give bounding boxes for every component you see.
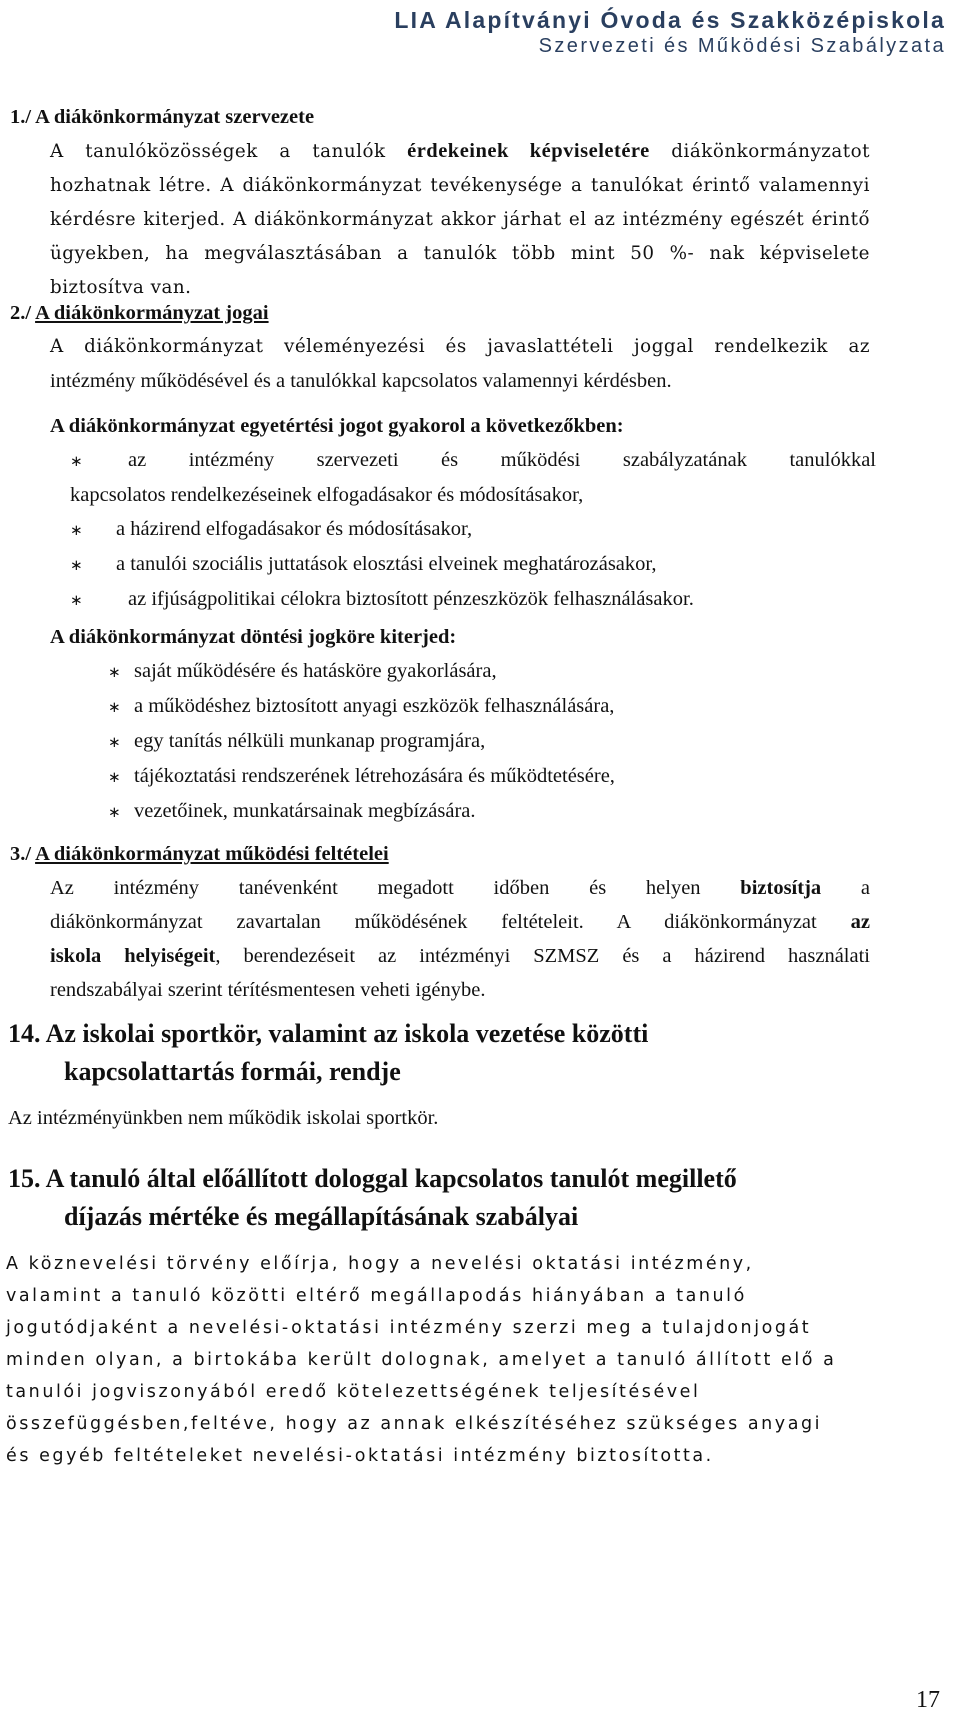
section-15-heading <box>8 1160 928 1236</box>
section-14-heading-line-1: 14. Az iskolai sportkör, valamint az iskola vezetése közötti <box>8 1019 649 1048</box>
header-title: LIA Alapítványi Óvoda és Szakközépiskola <box>394 7 946 33</box>
header-subtitle: Szervezeti és Működési Szabályzata <box>538 35 946 57</box>
bullet-icon: ∗ <box>70 591 83 609</box>
section-3-number: 3./ <box>10 843 36 865</box>
section-15-line: és egyéb feltételeket nevelési-oktatási intézmény biztosította. <box>6 1446 714 1466</box>
section-1-body <box>50 134 870 305</box>
decide-item: ∗ tájékoztatási rendszerének létrehozására és működtetésére, <box>108 759 880 794</box>
section-15-heading-line-2: díjazás mértéke és megállapításának szabályai <box>64 1202 579 1231</box>
bullet-icon: ∗ <box>70 452 83 470</box>
section-14-heading <box>8 1015 908 1091</box>
section-2-line: A diákönkormányzat véleményezési és javaslattételi joggal rendelkezik az <box>50 336 870 357</box>
section-1-heading: 1./ A diákönkormányzat szervezete <box>10 106 315 128</box>
section-3-line: Az intézmény tanévenként megadott időben és helyen biztosítja a <box>50 877 870 899</box>
section-1-line: A tanulóközösségek a tanulók érdekeinek képviseletére diákönkormányzatot <box>50 140 871 162</box>
decide-item: ∗ saját működésére és hatásköre gyakorlására, <box>108 654 880 689</box>
decide-item: ∗ a működéshez biztosított anyagi eszközök felhasználására, <box>108 689 880 724</box>
agree-item: ∗ a házirend elfogadásakor és módosításakor, <box>70 512 880 547</box>
section-3-heading: A diákönkormányzat működési feltételei <box>35 843 389 865</box>
bullet-icon: ∗ <box>108 768 121 786</box>
agree-item: ∗ az intézmény szervezeti és működési szabályzatának tanulókkal kapcsolatos rendelkezéseinek elfogadásakor és módosításakor, <box>70 443 880 512</box>
decide-item: ∗ vezetőinek, munkatársainak megbízására. <box>108 794 880 829</box>
bullet-icon: ∗ <box>108 733 121 751</box>
bullet-icon: ∗ <box>70 521 83 539</box>
section-15-line: valamint a tanuló közötti eltérő megállapodás hiányában a tanuló <box>6 1286 747 1306</box>
section-1-line: ügyekben, ha megválasztásában a tanulók több mint 50 %- nak képviselete <box>50 243 870 264</box>
section-1 <box>10 100 876 134</box>
page-header <box>394 6 946 58</box>
section-15-line: összefüggésben,feltéve, hogy az annak elkészítéséhez szükséges anyagi <box>6 1414 823 1434</box>
decide-list <box>108 654 880 829</box>
decide-item: ∗ egy tanítás nélküli munkanap programjára, <box>108 724 880 759</box>
section-15-body <box>6 1248 906 1472</box>
bullet-icon: ∗ <box>108 803 121 821</box>
decide-block <box>50 620 880 829</box>
agree-item: ∗ az ifjúságpolitikai célokra biztosított pénzeszközök felhasználásakor. <box>70 582 880 617</box>
section-3-body <box>50 871 870 1007</box>
decide-heading: A diákönkormányzat döntési jogköre kiterjed: <box>50 626 457 648</box>
agree-item: ∗ a tanulói szociális juttatások elosztási elveinek meghatározásakor, <box>70 547 880 582</box>
section-15-line: A köznevelési törvény előírja, hogy a nevelési oktatási intézmény, <box>6 1254 754 1274</box>
section-3-line: iskola helyiségeit, berendezéseit az intézményi SZMSZ és a házirend használati <box>50 945 870 967</box>
section-14-text: Az intézményünkben nem működik iskolai sportkör. <box>8 1107 439 1129</box>
section-3-heading-row <box>10 837 389 871</box>
section-1-line: kérdésre kiterjed. A diákönkormányzat akkor járhat el az intézmény egészét érintő <box>50 209 870 230</box>
section-2-number: 2./ <box>10 302 36 324</box>
section-1-line: biztosítva van. <box>50 277 192 298</box>
section-3-line: diákönkormányzat zavartalan működésének feltételeit. A diákönkormányzat az <box>50 911 870 933</box>
section-2-heading-row <box>10 296 269 330</box>
bullet-icon: ∗ <box>70 556 83 574</box>
section-3-line: rendszabályai szerint térítésmentesen veheti igénybe. <box>50 979 486 1001</box>
section-2-line: intézmény működésével és a tanulókkal kapcsolatos valamennyi kérdésben. <box>50 370 672 392</box>
section-14-heading-line-2: kapcsolattartás formái, rendje <box>64 1057 401 1086</box>
section-2-heading: A diákönkormányzat jogai <box>35 302 269 324</box>
section-15-heading-line-1: 15. A tanuló által előállított dologgal kapcsolatos tanulót megillető <box>8 1164 737 1193</box>
section-15-line: minden olyan, a birtokába került dolognak, amelyet a tanuló állított elő a <box>6 1350 837 1370</box>
agree-heading: A diákönkormányzat egyetértési jogot gyakorol a következőkben: <box>50 415 624 437</box>
section-15-line: jogutódjaként a nevelési-oktatási intézmény szerzi meg a tulajdonjogát <box>6 1318 812 1338</box>
page-number: 17 <box>916 1687 940 1713</box>
bullet-icon: ∗ <box>108 698 121 716</box>
bullet-icon: ∗ <box>108 663 121 681</box>
section-2-intro <box>50 330 870 398</box>
agree-block <box>50 409 880 617</box>
section-1-line: hozhatnak létre. A diákönkormányzat tevékenysége a tanulókat érintő valamennyi <box>50 175 870 196</box>
section-15-line: tanulói jogviszonyából eredő kötelezettségének teljesítésével <box>6 1382 701 1402</box>
